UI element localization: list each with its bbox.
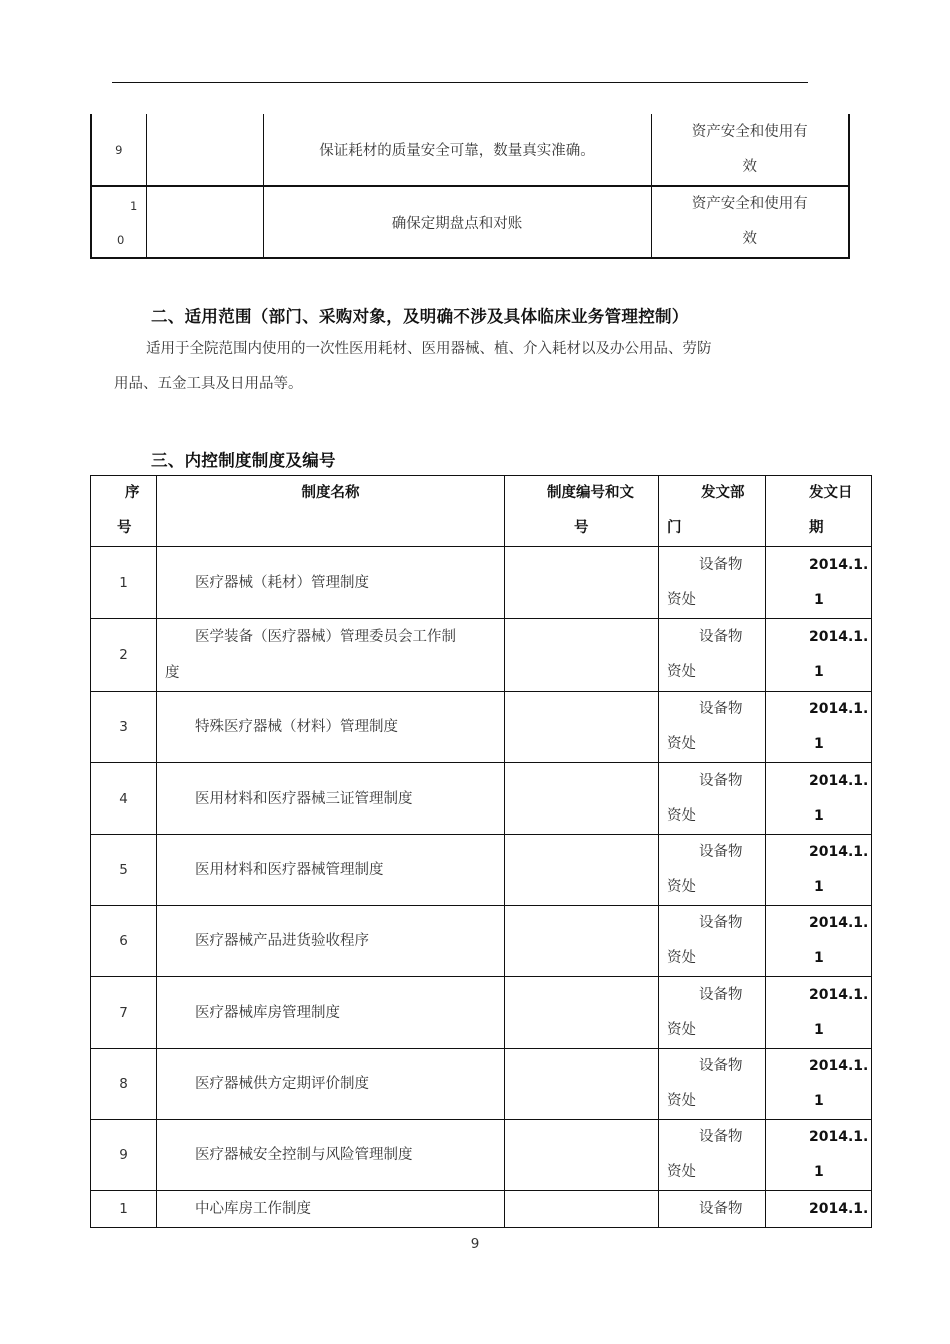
row-number: 5 — [91, 835, 157, 906]
row-seq — [91, 186, 146, 258]
empty-cell — [146, 186, 263, 258]
issue-date — [766, 692, 872, 763]
date-line: 1 — [814, 1093, 824, 1109]
row-number: 8 — [91, 1049, 157, 1120]
date-line: 1 — [814, 807, 824, 824]
issue-date — [766, 906, 872, 977]
regulation-name: 医疗器械供方定期评价制度 — [157, 1049, 505, 1120]
regulation-code — [505, 906, 659, 977]
section-3-title: 三、内控制度制度及编号 — [151, 451, 336, 470]
table-row — [91, 619, 872, 692]
issue-date — [766, 1120, 872, 1191]
regulation-code — [505, 547, 659, 619]
dept-line: 设备物 — [699, 1129, 743, 1145]
row-number: 1 — [91, 547, 157, 619]
regulation-code — [505, 1049, 659, 1120]
dept-line: 设备物 — [699, 915, 743, 931]
dept-line: 设备物 — [699, 1200, 743, 1217]
regulation-name: 中心库房工作制度 — [157, 1191, 505, 1228]
regulation-code — [505, 763, 659, 835]
header-line: 发文部 — [701, 485, 745, 501]
dept-line: 资处 — [667, 950, 696, 966]
regulation-table — [90, 475, 872, 1228]
table-row — [91, 692, 872, 763]
table-row — [91, 763, 872, 835]
row-number: 4 — [91, 763, 157, 835]
row-number: 7 — [91, 977, 157, 1049]
date-line: 1 — [814, 591, 824, 608]
date-line: 2014.1. — [809, 772, 869, 789]
header-line: 号 — [574, 520, 589, 536]
dept-line: 设备物 — [699, 844, 743, 860]
dept-line: 资处 — [667, 879, 696, 895]
regulation-name — [157, 619, 505, 692]
issue-date — [766, 1191, 872, 1228]
regulation-name: 医用材料和医疗器械三证管理制度 — [157, 763, 505, 835]
issuing-dept — [659, 619, 766, 692]
issuing-dept — [659, 763, 766, 835]
date-line: 2014.1. — [809, 701, 869, 717]
header-line: 发文日 — [809, 485, 853, 501]
issue-date — [766, 835, 872, 906]
result-line: 效 — [742, 158, 757, 175]
issuing-dept — [659, 547, 766, 619]
issue-date — [766, 1049, 872, 1120]
issuing-dept — [659, 1191, 766, 1228]
table-row — [91, 1191, 872, 1228]
date-line: 2014.1. — [809, 986, 869, 1003]
header-seq — [91, 476, 157, 547]
dept-line: 设备物 — [699, 701, 743, 717]
control-objective: 确保定期盘点和对账 — [263, 186, 651, 258]
date-line: 2014.1. — [809, 915, 869, 931]
regulation-code — [505, 1191, 659, 1228]
date-line: 2014.1. — [809, 844, 869, 860]
dept-line: 资处 — [667, 664, 696, 680]
table-row — [91, 906, 872, 977]
dept-line: 设备物 — [699, 986, 743, 1003]
regulation-name: 特殊医疗器械（材料）管理制度 — [157, 692, 505, 763]
regulation-code — [505, 977, 659, 1049]
regulation-code — [505, 692, 659, 763]
regulation-name: 医用材料和医疗器械管理制度 — [157, 835, 505, 906]
row-number: 6 — [91, 906, 157, 977]
control-result — [651, 114, 849, 186]
page-number: 9 — [470, 1236, 480, 1252]
date-line: 1 — [814, 950, 824, 966]
table-row — [91, 1049, 872, 1120]
dept-line: 设备物 — [699, 629, 743, 645]
row-number: 9 — [91, 1120, 157, 1191]
dept-line: 资处 — [667, 736, 696, 752]
name-line: 度 — [165, 665, 180, 681]
row-number: 3 — [91, 692, 157, 763]
table-header-row — [91, 476, 872, 547]
header-line: 序 — [125, 485, 140, 501]
date-line: 1 — [814, 1021, 824, 1038]
empty-cell — [146, 114, 263, 186]
issue-date — [766, 977, 872, 1049]
regulation-code — [505, 835, 659, 906]
date-line: 1 — [814, 1164, 824, 1180]
table-row — [91, 186, 849, 258]
regulation-name: 医疗器械（耗材）管理制度 — [157, 547, 505, 619]
control-result — [651, 186, 849, 258]
header-line: 制度编号和文 — [547, 485, 634, 501]
date-line: 2014.1. — [809, 1058, 869, 1074]
header-line: 期 — [809, 520, 824, 536]
continued-control-table — [90, 114, 850, 259]
paragraph-line: 适用于全院范围内使用的一次性医用耗材、医用器械、植、介入耗材以及办公用品、劳防 — [146, 341, 712, 357]
issuing-dept — [659, 835, 766, 906]
regulation-code — [505, 1120, 659, 1191]
issuing-dept — [659, 1120, 766, 1191]
regulation-name: 医疗器械产品进货验收程序 — [157, 906, 505, 977]
regulation-name: 医疗器械安全控制与风险管理制度 — [157, 1120, 505, 1191]
header-name: 制度名称 — [157, 476, 505, 547]
date-line: 2014.1. — [809, 1129, 869, 1145]
result-line: 资产安全和使用有 — [691, 123, 808, 140]
header-date — [766, 476, 872, 547]
seq-line: 1 — [130, 199, 138, 213]
table-row — [91, 835, 872, 906]
date-line: 1 — [814, 664, 824, 680]
table-row — [91, 977, 872, 1049]
table-row — [91, 114, 849, 186]
section-2-title: 二、适用范围（部门、采购对象，及明确不涉及具体临床业务管理控制） — [151, 307, 689, 326]
issue-date — [766, 619, 872, 692]
name-line: 医学装备（医疗器械）管理委员会工作制 — [195, 629, 456, 645]
row-number: 2 — [91, 619, 157, 692]
dept-line: 资处 — [667, 591, 696, 608]
issue-date — [766, 547, 872, 619]
dept-line: 资处 — [667, 807, 696, 824]
date-line: 2014.1. — [809, 629, 869, 645]
regulation-name: 医疗器械库房管理制度 — [157, 977, 505, 1049]
table-row — [91, 1120, 872, 1191]
header-line: 门 — [667, 520, 682, 536]
dept-line: 资处 — [667, 1164, 696, 1180]
dept-line: 资处 — [667, 1093, 696, 1109]
dept-line: 设备物 — [699, 556, 743, 573]
row-number: 1 — [91, 1191, 157, 1228]
issuing-dept — [659, 1049, 766, 1120]
paragraph-line: 用品、五金工具及日用品等。 — [114, 376, 303, 392]
issuing-dept — [659, 906, 766, 977]
header-line: 号 — [117, 520, 132, 536]
regulation-code — [505, 619, 659, 692]
header-code — [505, 476, 659, 547]
date-line: 2014.1. — [809, 1200, 869, 1217]
date-line: 1 — [814, 736, 824, 752]
result-line: 资产安全和使用有 — [691, 196, 808, 212]
header-dept — [659, 476, 766, 547]
result-line: 效 — [742, 231, 757, 247]
control-objective: 保证耗材的质量安全可靠，数量真实准确。 — [263, 114, 651, 186]
issue-date — [766, 763, 872, 835]
dept-line: 设备物 — [699, 1058, 743, 1074]
section-2-paragraph — [114, 332, 814, 402]
date-line: 1 — [814, 879, 824, 895]
row-seq: 9 — [91, 114, 146, 186]
table-row — [91, 547, 872, 619]
date-line: 2014.1. — [809, 556, 869, 573]
header-rule — [112, 82, 808, 83]
dept-line: 资处 — [667, 1021, 696, 1038]
issuing-dept — [659, 977, 766, 1049]
dept-line: 设备物 — [699, 772, 743, 789]
seq-line: 0 — [117, 233, 125, 247]
issuing-dept — [659, 692, 766, 763]
